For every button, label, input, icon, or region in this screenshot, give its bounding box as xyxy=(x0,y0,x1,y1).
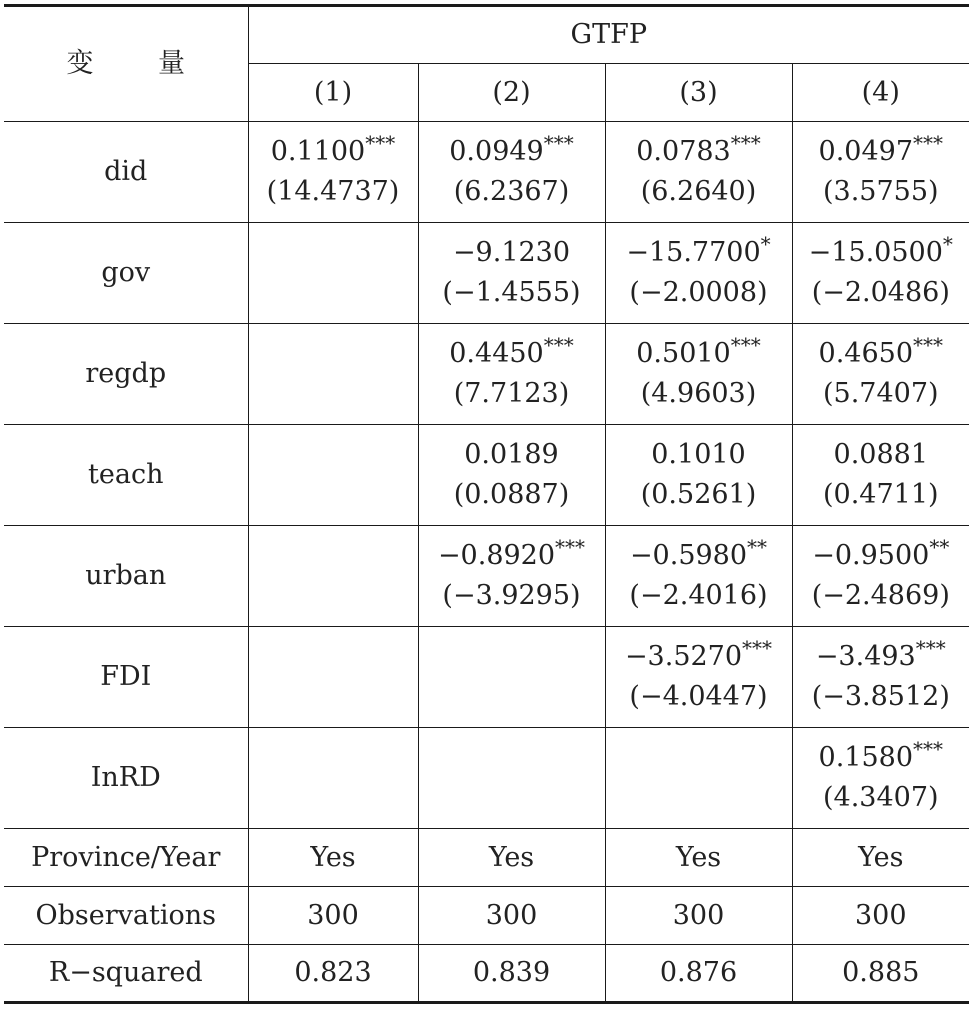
coefficient-line xyxy=(419,233,605,273)
footer-value: 0.823 xyxy=(248,945,418,1003)
t-statistic: (−2.4869) xyxy=(811,580,950,611)
coefficient-cell xyxy=(418,728,605,829)
coefficient-cell xyxy=(248,425,418,526)
coefficient-line xyxy=(793,233,970,273)
coefficient-value: 0.0881 xyxy=(833,439,929,470)
coefficient-value: −3.493 xyxy=(815,641,916,672)
footer-row xyxy=(4,945,969,1003)
coefficient-line xyxy=(419,334,605,374)
coefficient-cell xyxy=(418,526,605,627)
coefficient-line xyxy=(606,536,792,576)
regression-table xyxy=(4,4,969,1004)
t-statistic: (−4.0447) xyxy=(629,681,768,712)
footer-value: 300 xyxy=(418,887,605,945)
t-statistic: (−2.4016) xyxy=(629,580,768,611)
variable-header: 变 量 xyxy=(4,6,248,122)
coefficient-line xyxy=(606,132,792,172)
variable-name: regdp xyxy=(4,324,248,425)
footer-value: Yes xyxy=(418,829,605,887)
t-statistic: (4.9603) xyxy=(640,378,757,409)
coefficient-value: −0.5980 xyxy=(629,540,748,571)
coefficient-value: 0.0949 xyxy=(449,136,544,167)
t-statistic: (−3.8512) xyxy=(811,681,950,712)
t-statistic: (14.4737) xyxy=(266,176,400,207)
significance-stars: * xyxy=(942,232,953,256)
coefficient-value: −15.0500 xyxy=(808,237,943,268)
coefficient-line xyxy=(249,132,418,172)
coefficient-value: 0.0497 xyxy=(818,136,914,167)
coefficient-line xyxy=(606,637,792,677)
coefficient-cell xyxy=(418,627,605,728)
footer-value: 0.876 xyxy=(605,945,792,1003)
footer-value: 0.839 xyxy=(418,945,605,1003)
header-row-group xyxy=(4,6,969,64)
coefficient-value: 0.1580 xyxy=(818,742,914,773)
coefficient-value: −9.1230 xyxy=(452,237,571,268)
t-statistic: (6.2640) xyxy=(640,176,757,207)
coefficient-line xyxy=(606,233,792,273)
coefficient-cell xyxy=(605,728,792,829)
coefficient-value: 0.4450 xyxy=(449,338,544,369)
variable-name: FDI xyxy=(4,627,248,728)
footer-label: Province/Year xyxy=(4,829,248,887)
t-statistic: (7.7123) xyxy=(453,378,570,409)
coefficient-cell xyxy=(248,324,418,425)
table-row xyxy=(4,324,969,425)
t-statistic: (3.5755) xyxy=(823,176,939,207)
footer-value: 300 xyxy=(792,887,969,945)
table-body xyxy=(4,6,969,122)
t-statistic: (0.0887) xyxy=(453,479,570,510)
coefficient-cell xyxy=(418,425,605,526)
coefficient-value: −3.5270 xyxy=(624,641,743,672)
significance-stars: *** xyxy=(915,636,946,660)
coefficient-line xyxy=(419,132,605,172)
coefficient-line xyxy=(793,738,970,778)
column-header: (2) xyxy=(418,64,605,122)
footer-value: Yes xyxy=(248,829,418,887)
coefficient-line xyxy=(606,435,792,475)
coefficient-cell xyxy=(605,223,792,324)
coefficient-cell xyxy=(605,627,792,728)
footer-label: Observations xyxy=(4,887,248,945)
coefficient-cell xyxy=(792,324,969,425)
coefficient-cell xyxy=(605,526,792,627)
coefficient-value: 0.1100 xyxy=(270,136,366,167)
coefficient-cell xyxy=(248,122,418,223)
t-statistic: (−2.0008) xyxy=(629,277,768,308)
coefficient-cell xyxy=(792,425,969,526)
coefficient-value: −0.8920 xyxy=(437,540,556,571)
coefficient-cell xyxy=(792,122,969,223)
coefficient-value: 0.1010 xyxy=(651,439,746,470)
coefficient-line xyxy=(793,435,970,475)
significance-stars: *** xyxy=(913,737,944,761)
significance-stars: *** xyxy=(543,131,574,155)
variable-name: teach xyxy=(4,425,248,526)
coefficient-cell xyxy=(605,122,792,223)
variable-rows xyxy=(4,122,969,829)
coefficient-value: 0.0783 xyxy=(636,136,731,167)
coefficient-cell xyxy=(248,526,418,627)
footer-value: 300 xyxy=(248,887,418,945)
variable-name: gov xyxy=(4,223,248,324)
footer-value: 0.885 xyxy=(792,945,969,1003)
coefficient-value: 0.5010 xyxy=(636,338,731,369)
significance-stars: *** xyxy=(913,131,944,155)
coefficient-cell xyxy=(418,324,605,425)
significance-stars: *** xyxy=(742,636,773,660)
significance-stars: * xyxy=(760,232,771,256)
coefficient-cell xyxy=(605,324,792,425)
coefficient-value: −15.7700 xyxy=(626,237,761,268)
table-row xyxy=(4,627,969,728)
footer-row xyxy=(4,887,969,945)
coefficient-line xyxy=(793,132,970,172)
coefficient-line xyxy=(793,637,970,677)
table-row xyxy=(4,526,969,627)
column-header: (3) xyxy=(605,64,792,122)
table-row xyxy=(4,728,969,829)
variable-name: InRD xyxy=(4,728,248,829)
table-row xyxy=(4,223,969,324)
t-statistic: (0.5261) xyxy=(640,479,757,510)
table-row xyxy=(4,122,969,223)
coefficient-cell xyxy=(418,223,605,324)
significance-stars: ** xyxy=(747,535,768,559)
coefficient-line xyxy=(606,334,792,374)
coefficient-line xyxy=(793,334,970,374)
coefficient-cell xyxy=(792,526,969,627)
significance-stars: *** xyxy=(543,333,574,357)
t-statistic: (−3.9295) xyxy=(442,580,581,611)
coefficient-cell xyxy=(605,425,792,526)
t-statistic: (−1.4555) xyxy=(442,277,581,308)
coefficient-value: 0.4650 xyxy=(818,338,914,369)
significance-stars: *** xyxy=(913,333,944,357)
coefficient-line xyxy=(793,536,970,576)
column-header: (1) xyxy=(248,64,418,122)
significance-stars: *** xyxy=(730,131,761,155)
footer-value: 300 xyxy=(605,887,792,945)
coefficient-cell xyxy=(792,223,969,324)
footer-label: R−squared xyxy=(4,945,248,1003)
coefficient-line xyxy=(419,435,605,475)
t-statistic: (6.2367) xyxy=(453,176,570,207)
coefficient-line xyxy=(419,536,605,576)
footer-value: Yes xyxy=(605,829,792,887)
variable-name: did xyxy=(4,122,248,223)
t-statistic: (5.7407) xyxy=(823,378,939,409)
t-statistic: (0.4711) xyxy=(823,479,939,510)
coefficient-cell xyxy=(792,728,969,829)
footer-rows xyxy=(4,829,969,1003)
significance-stars: *** xyxy=(365,131,396,155)
significance-stars: *** xyxy=(730,333,761,357)
coefficient-value: −0.9500 xyxy=(812,540,930,571)
coefficient-cell xyxy=(248,627,418,728)
coefficient-cell xyxy=(792,627,969,728)
column-header: (4) xyxy=(792,64,969,122)
variable-name: urban xyxy=(4,526,248,627)
t-statistic: (−2.0486) xyxy=(811,277,950,308)
coefficient-cell xyxy=(248,223,418,324)
coefficient-cell xyxy=(248,728,418,829)
footer-value: Yes xyxy=(792,829,969,887)
footer-row xyxy=(4,829,969,887)
coefficient-value: 0.0189 xyxy=(464,439,559,470)
table-row xyxy=(4,425,969,526)
significance-stars: *** xyxy=(555,535,586,559)
significance-stars: ** xyxy=(929,535,950,559)
t-statistic: (4.3407) xyxy=(823,782,939,813)
coefficient-cell xyxy=(418,122,605,223)
gtfp-header: GTFP xyxy=(248,6,969,64)
